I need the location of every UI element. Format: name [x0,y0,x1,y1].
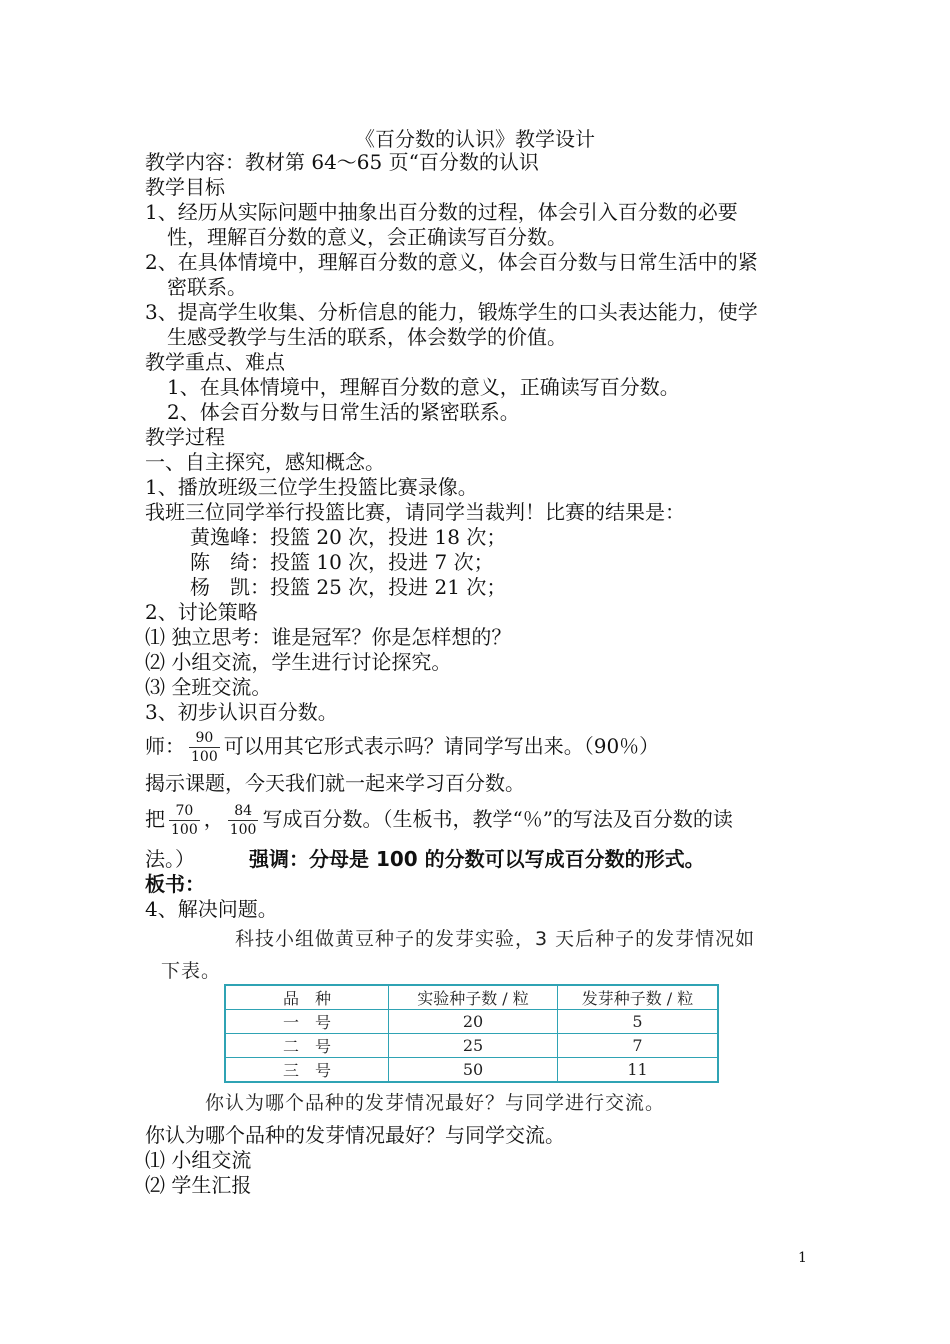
textbook-problem-line-2: 下表。 [161,960,222,982]
table-header: 实验种子数 / 粒 [389,985,558,1010]
textbook-excerpt [145,918,815,1118]
step-2-item-2: ⑵ 小组交流，学生进行讨论探究。 [145,650,452,674]
teaching-content: 教学内容：教材第 64～65 页“百分数的认识 [145,150,539,174]
player-result-1: 黄逸峰：投篮 20 次，投进 18 次； [190,525,507,549]
fraction-numerator: 84 [228,802,259,821]
table-row [225,1058,718,1083]
part-1-heading: 一、自主探究，感知概念。 [145,450,385,474]
teacher-question [145,722,659,770]
fraction-84-100 [228,802,259,839]
step-1: 1、播放班级三位学生投篮比赛录像。 [145,475,478,499]
discussion-step-2: ⑵ 学生汇报 [145,1173,252,1197]
step-2-item-1: ⑴ 独立思考：谁是冠军？你是怎样想的？ [145,625,512,649]
discussion-step-1: ⑴ 小组交流 [145,1148,252,1172]
fraction-denominator: 100 [229,822,257,838]
teacher-question-text: 可以用其它形式表示吗？请同学写出来。（90％） [223,734,660,758]
competition-intro: 我班三位同学举行投篮比赛，请同学当裁判！比赛的结果是： [145,500,685,524]
convert-text: 写成百分数。（生板书，教学“％”的写法及百分数的读 [262,807,733,831]
key-point-1: 1、在具体情境中，理解百分数的意义，正确读写百分数。 [167,375,680,399]
reveal-topic: 揭示课题，今天我们就一起来学习百分数。 [145,771,525,795]
fraction-numerator: 90 [189,729,220,748]
teacher-prefix: 师： [145,734,185,758]
comma: ， [203,807,224,831]
player-result-3: 杨 凯：投篮 25 次，投进 21 次； [190,575,507,599]
discussion-question: 你认为哪个品种的发芽情况最好？与同学交流。 [145,1123,565,1147]
goal-3-line-1: 3、提高学生收集、分析信息的能力，锻炼学生的口头表达能力，使学 [145,300,758,324]
process-heading: 教学过程 [145,425,225,449]
textbook-problem-line-1: 科技小组做黄豆种子的发芽实验，3 天后种子的发芽情况如 [235,928,756,950]
table-cell: 二 号 [225,1034,389,1058]
table-header: 品 种 [225,985,389,1010]
board-label: 板书： [145,872,205,896]
fraction-denominator: 100 [191,749,218,765]
table-cell: 20 [389,1010,558,1034]
fraction-numerator: 70 [169,802,200,821]
key-point-2: 2、体会百分数与日常生活的紧密联系。 [167,400,520,424]
page-title: 《百分数的认识》教学设计 [355,127,595,151]
key-points-heading: 教学重点、难点 [145,350,285,374]
goals-heading: 教学目标 [145,175,225,199]
textbook-question: 你认为哪个品种的发芽情况最好？与同学进行交流。 [205,1092,666,1114]
step-3: 3、初步认识百分数。 [145,700,338,724]
fraction-denominator: 100 [171,822,198,838]
goal-3-line-2: 生感受教学与生活的联系，体会数学的价值。 [167,325,567,349]
table-cell: 5 [558,1010,719,1034]
step-2-item-3: ⑶ 全班交流。 [145,675,272,699]
germination-table [224,984,719,1083]
player-result-2: 陈 绮：投篮 10 次，投进 7 次； [190,550,494,574]
goal-1-line-2: 性，理解百分数的意义，会正确读写百分数。 [167,225,567,249]
goal-2-line-2: 密联系。 [167,275,247,299]
table-cell: 7 [558,1034,719,1058]
table-row [225,1034,718,1058]
table-header-row [225,985,718,1010]
step-2: 2、讨论策略 [145,600,258,624]
table-cell: 50 [389,1058,558,1083]
convert-end-line [145,846,705,872]
table-cell: 25 [389,1034,558,1058]
goal-2-line-1: 2、在具体情境中，理解百分数的意义，体会百分数与日常生活中的紧 [145,250,758,274]
step-4: 4、解决问题。 [145,897,278,921]
convert-end: 法。） [145,847,195,871]
convert-instruction [145,795,733,843]
emphasis-text: 强调：分母是 100 的分数可以写成百分数的形式。 [249,847,705,871]
table-cell: 11 [558,1058,719,1083]
convert-prefix: 把 [145,807,165,831]
goal-1-line-1: 1、经历从实际问题中抽象出百分数的过程，体会引入百分数的必要 [145,200,738,224]
page-number: 1 [798,1250,807,1266]
table-header: 发芽种子数 / 粒 [558,985,719,1010]
table-row [225,1010,718,1034]
fraction-70-100 [169,802,200,839]
fraction-90-100 [189,729,220,766]
table-cell: 一 号 [225,1010,389,1034]
table-cell: 三 号 [225,1058,389,1083]
